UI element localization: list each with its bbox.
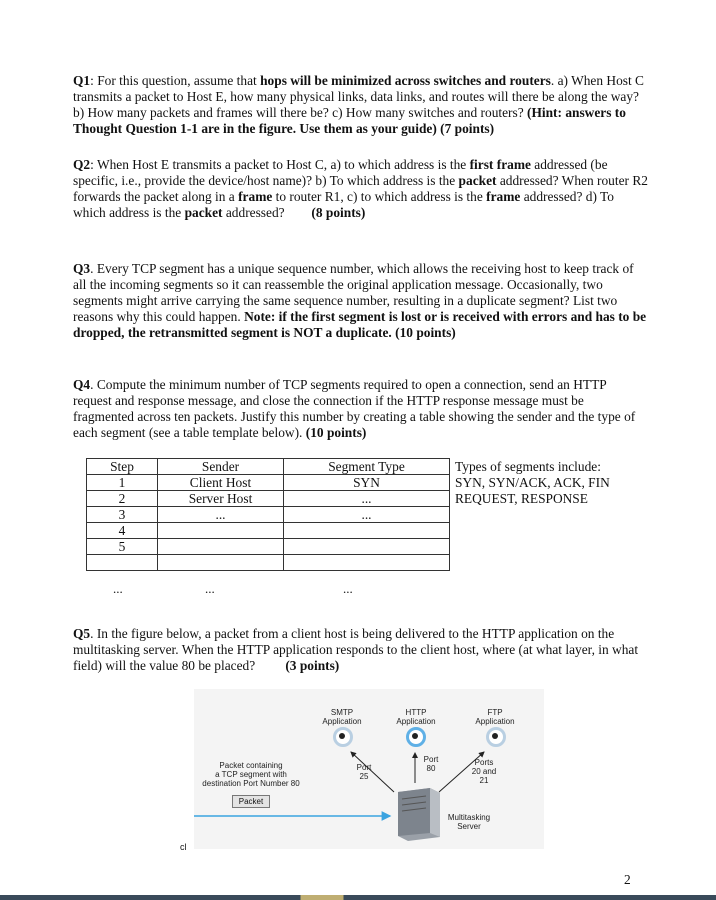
table-row [87,475,450,491]
cell-step: 3 [87,507,158,523]
header-sender: Sender [158,459,284,475]
cell-sender: ... [158,507,284,523]
port-25-label: Port 25 [356,763,372,781]
cell-sender [158,539,284,555]
cell-segment-type: ... [284,507,450,523]
header-segment-type: Segment Type [284,459,450,475]
cell-sender: Server Host [158,491,284,507]
table-header-row [87,459,450,475]
cell-sender [158,555,284,571]
bottom-bar [0,895,716,900]
cell-step: 2 [87,491,158,507]
question-1 [73,73,648,137]
multitasking-server-figure [194,689,544,849]
smtp-label [320,708,364,726]
cell-sender: Client Host [158,475,284,491]
question-4 [73,377,648,441]
q1-label: Q1 [73,73,91,88]
table-continuation-type: ... [343,581,353,596]
q4-text: . Compute the minimum number of TCP segments required to open a connection, send an HTTP request and response message, and close the connection if the HTTP response message must be fragmented across ten packets. Justify this number by creating a table showing the sender and the type of each segment (see a table template below). [73,377,636,440]
q2-text-2: addressed (be specific, i.e., provide the device/host name)? b) To which address is the [73,157,608,188]
q2-bold-3: frame [238,189,273,204]
server-icon [398,788,440,841]
http-label-text: HTTP Application [396,708,436,726]
smtp-port-icon [333,727,353,747]
http-port-icon [406,727,426,747]
ports-20-21-label: Ports 20 and 21 [471,758,497,785]
q5-points: (3 points) [285,658,340,673]
types-line-3: REQUEST, RESPONSE [455,491,588,506]
q2-bold-1: first frame [469,157,531,172]
cell-step: 5 [87,539,158,555]
q2-text-6: addressed? [222,205,285,220]
cell-sender [158,523,284,539]
question-3 [73,261,648,341]
table-row [87,555,450,571]
q4-points: (10 points) [305,425,367,440]
smtp-label-text: SMTP Application [322,708,362,726]
packet-description: Packet containing a TCP segment with destination Port Number 80 [202,761,300,788]
question-2 [73,157,648,221]
q1-text-2: . a) When Host C transmits a packet to Host E, how many physical links, data links, and routes will there be along the way? b) How many packets and frames will there be? c) How many switches and routers? [73,73,644,120]
q2-bold-5: packet [184,205,223,220]
cell-segment-type [284,555,450,571]
types-line-1: Types of segments include: [455,459,601,474]
cell-step [87,555,158,571]
cell-segment-type [284,523,450,539]
q5-label: Q5 [73,626,91,641]
q2-text: : When Host E transmits a packet to Host C, a) to which address is the [90,157,470,172]
segment-types-note [455,459,655,507]
question-5 [73,626,648,674]
cell-step: 1 [87,475,158,491]
ftp-label [472,708,518,726]
q3-label: Q3 [73,261,91,276]
table-row [87,539,450,555]
port-80-label: Port 80 [423,755,439,773]
segment-table [86,458,450,571]
table-row [87,507,450,523]
page-number: 2 [624,872,631,887]
cell-segment-type: ... [284,491,450,507]
text-fragment: cl [180,842,187,852]
cell-segment-type [284,539,450,555]
q1-bold: hops will be minimized across switches and routers [260,73,551,88]
header-step: Step [87,459,158,475]
q2-bold-2: packet [458,173,497,188]
table-row [87,491,450,507]
q2-label: Q2 [73,157,91,172]
q3-text: . Every TCP segment has a unique sequence number, which allows the receiving host to keep track of all the incoming segments so it can reassemble the original application message. Occasionally, two segments might arrive carrying the same sequence number, resulting in a duplicate segment? List two reasons why this could happen. [73,261,634,324]
types-line-2: SYN, SYN/ACK, ACK, FIN [455,475,610,490]
table-continuation-sender: ... [205,581,215,596]
q4-label: Q4 [73,377,91,392]
q5-text: . In the figure below, a packet from a client host is being delivered to the HTTP application on the multitasking server. When the HTTP application responds to the client host, where (at what layer, in what field) will the value 80 be placed? [73,626,639,673]
q2-text-5: addressed? d) To which address is the [73,189,614,220]
q1-text: : For this question, assume that [90,73,261,88]
http-label [393,708,439,726]
q3-note: Note: if the first segment is lost or is received with errors and has to be dropped, the retransmitted segment is NOT a duplicate. (10 points) [73,309,647,340]
q2-points: (8 points) [311,205,366,220]
table-continuation-step: ... [113,581,123,596]
q2-bold-4: frame [486,189,521,204]
packet-box: Packet [232,795,270,808]
cell-step: 4 [87,523,158,539]
q2-text-3: addressed? When router R2 forwards the packet along in a [73,173,648,204]
ftp-port-icon [486,727,506,747]
cell-segment-type: SYN [284,475,450,491]
q1-hint: (Hint: answers to Thought Question 1-1 are in the figure. Use them as your guide) (7 points) [73,105,626,136]
table-row [87,523,450,539]
multitasking-server-label: Multitasking Server [447,813,491,831]
q2-text-4: to router R1, c) to which address is the [272,189,487,204]
ftp-label-text: FTP Application [475,708,515,726]
